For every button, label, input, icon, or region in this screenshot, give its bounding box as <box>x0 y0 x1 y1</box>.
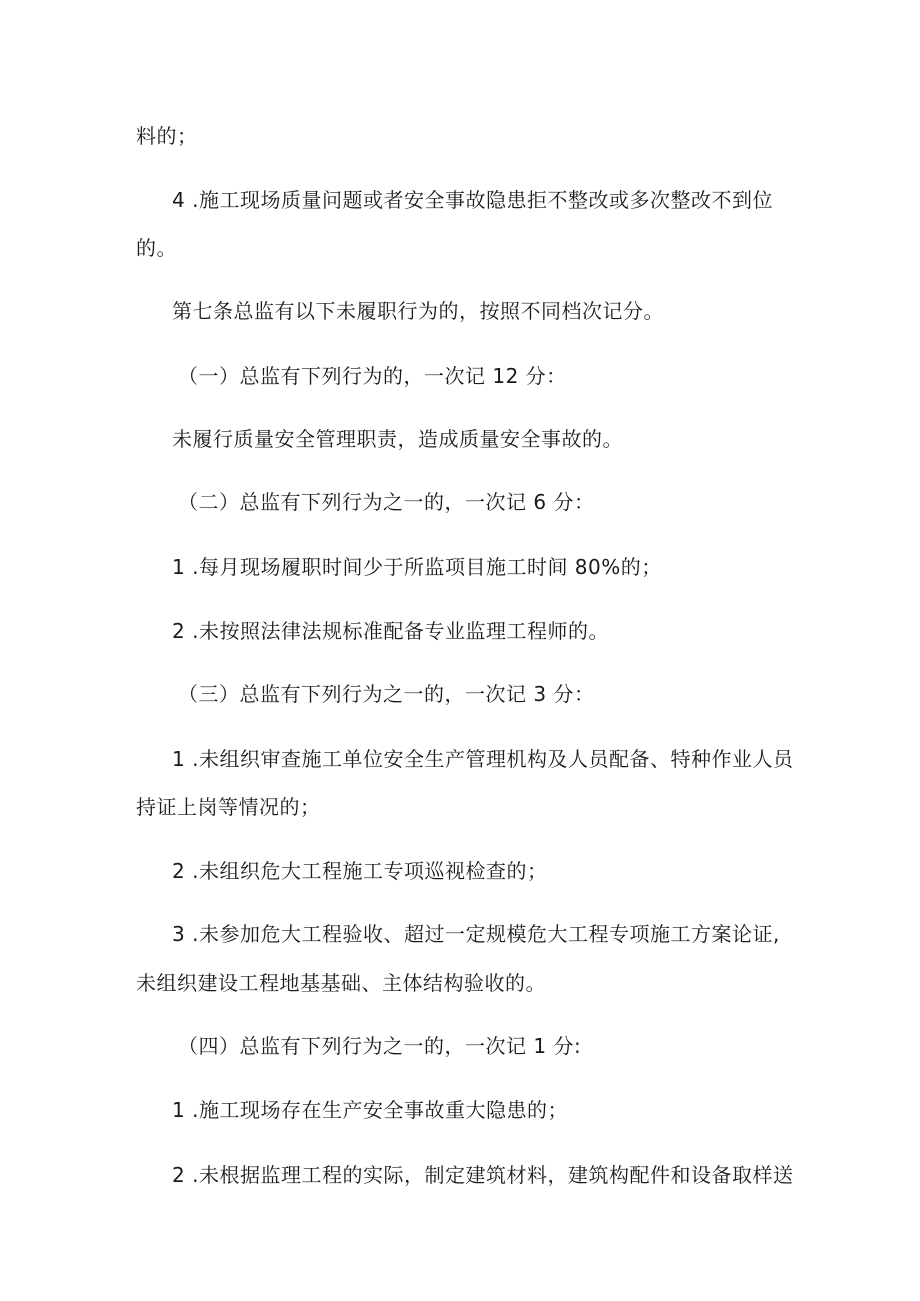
text-line-16: （四）总监有下列行为之一的，一次记 1 分: <box>178 1034 582 1058</box>
text-line-9: 2 .未按照法律法规标准配备专业监理工程师的。 <box>172 619 609 643</box>
text-line-7: （二）总监有下列行为之一的，一次记 6 分： <box>178 490 595 514</box>
text-line-12: 持证上岗等情况的； <box>136 795 321 819</box>
text-line-11: 1 .未组织审查施工单位安全生产管理机构及人员配备、特种作业人员 <box>172 747 794 771</box>
text-line-10: （三）总监有下列行为之一的，一次记 3 分： <box>178 682 595 706</box>
text-line-2: 4 .施工现场质量问题或者安全事故隐患拒不整改或多次整改不到位 <box>172 188 773 212</box>
text-line-13: 2 .未组织危大工程施工专项巡视检查的； <box>172 859 548 883</box>
text-line-6: 未履行质量安全管理职责，造成质量安全事故的。 <box>172 427 623 451</box>
text-line-14: 3 .未参加危大工程验收、超过一定规模危大工程专项施工方案论证, <box>172 922 780 946</box>
text-line-3: 的。 <box>136 236 177 260</box>
text-line-18: 2 .未根据监理工程的实际，制定建筑材料，建筑构配件和设备取样送 <box>172 1163 794 1187</box>
text-line-8: 1 .每月现场履职时间少于所监项目施工时间 80%的； <box>172 555 662 579</box>
text-line-1: 料的； <box>136 124 198 148</box>
text-line-15: 未组织建设工程地基基础、主体结构验收的。 <box>136 971 546 995</box>
text-line-4: 第七条总监有以下未履职行为的，按照不同档次记分。 <box>172 299 664 323</box>
text-line-17: 1 .施工现场存在生产安全事故重大隐患的； <box>172 1098 568 1122</box>
text-line-5: （一）总监有下列行为的，一次记 12 分： <box>178 364 567 388</box>
